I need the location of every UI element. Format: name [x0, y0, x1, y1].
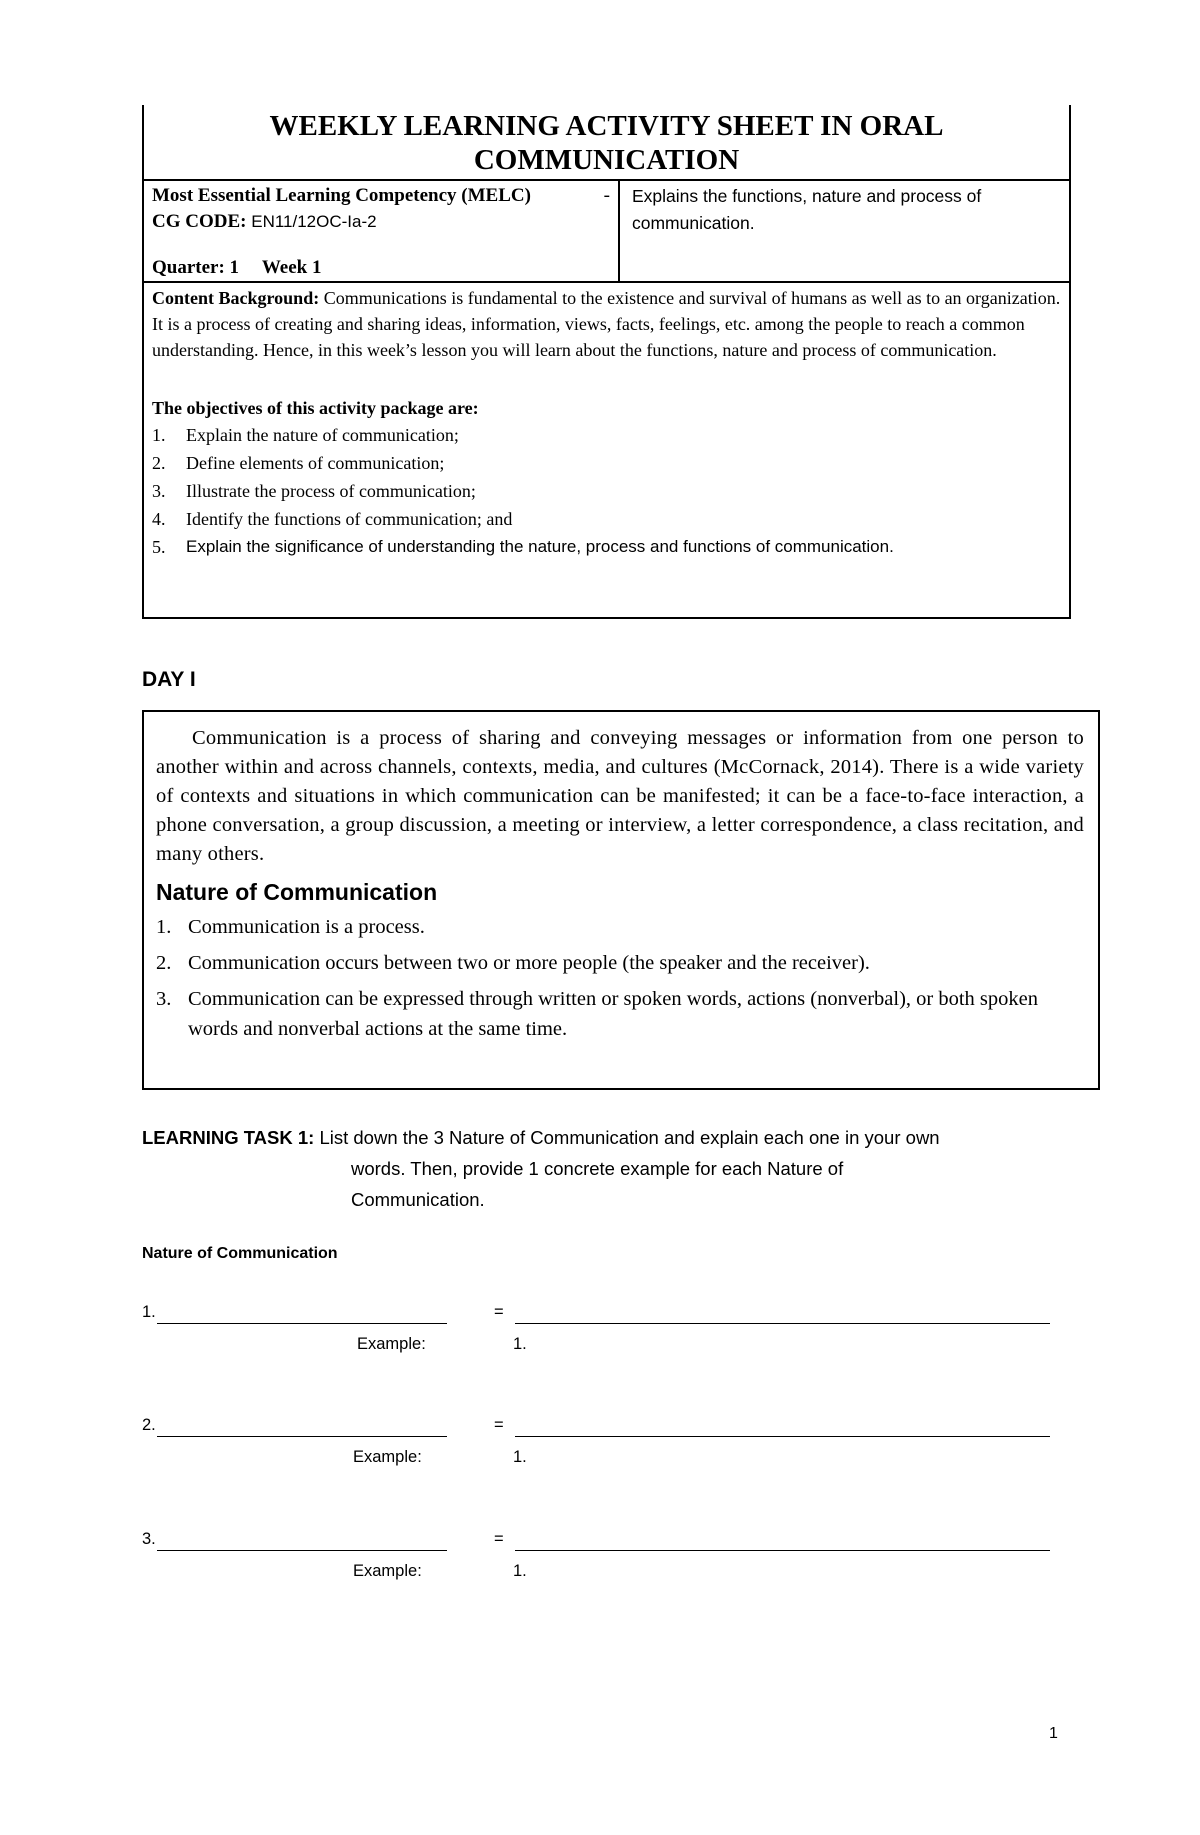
- example-label: Example:: [353, 1448, 422, 1466]
- example-number: 1.: [513, 1448, 527, 1466]
- answer-number: 2.: [142, 1416, 156, 1434]
- learning-task: [142, 1122, 1082, 1215]
- explanation-blank[interactable]: [515, 1436, 1050, 1437]
- nature-answer-blank[interactable]: [157, 1323, 447, 1324]
- equals-sign: =: [494, 1530, 504, 1548]
- header-table: [142, 105, 1071, 619]
- nature-answer-blank[interactable]: [157, 1436, 447, 1437]
- answers-heading: Nature of Communication: [142, 1245, 338, 1262]
- equals-sign: =: [494, 1303, 504, 1321]
- learning-task-label: LEARNING TASK 1:: [142, 1127, 315, 1148]
- page-title: [144, 105, 1069, 181]
- example-number: 1.: [513, 1335, 527, 1353]
- content-background-text: Communications is fundamental to the existence and survival of humans as well as to an organization. It is a process of creating and sharing ideas, information, views, facts, feelings, etc. among the people to reach a common understanding. Hence, in this week’s lesson you will learn about the functions, nature and process of communication.: [152, 288, 1061, 360]
- cg-code-value: EN11/12OC-Ia-2: [251, 212, 377, 231]
- objective-item: 1. Explain the nature of communication;: [152, 425, 459, 445]
- objective-item: 3. Illustrate the process of communication;: [152, 481, 476, 501]
- objectives-heading: The objectives of this activity package are:: [152, 398, 479, 418]
- answer-row: [142, 1303, 1062, 1363]
- week-label: Week 1: [261, 257, 322, 278]
- melc-label: Most Essential Learning Competency (MELC): [152, 185, 531, 206]
- objectives-list: [152, 421, 1061, 561]
- day-content-box: [142, 710, 1100, 1090]
- page-number: 1: [1049, 1725, 1058, 1742]
- objective-item: 5. Explain the significance of understanding the nature, process and functions of communication.: [152, 537, 894, 557]
- melc-label-cell: [144, 181, 620, 281]
- content-background: [152, 285, 1061, 363]
- quarter-label: Quarter: 1: [152, 257, 240, 278]
- title-line-1: WEEKLY LEARNING ACTIVITY SHEET IN ORAL: [269, 110, 944, 142]
- equals-sign: =: [494, 1416, 504, 1434]
- learning-task-line-2: words. Then, provide 1 concrete example for each Nature of: [351, 1158, 844, 1179]
- melc-dash: -: [603, 185, 610, 206]
- title-line-2: COMMUNICATION: [473, 144, 740, 176]
- objective-item: 4. Identify the functions of communication; and: [152, 509, 513, 529]
- cg-code-label: CG CODE:: [152, 211, 247, 232]
- melc-value: Explains the functions, nature and process of communication.: [632, 186, 982, 233]
- answer-row: [142, 1416, 1062, 1476]
- example-label: Example:: [357, 1335, 426, 1353]
- answer-number: 1.: [142, 1303, 156, 1321]
- nature-item: 2. Communication occurs between two or more people (the speaker and the receiver).: [156, 952, 870, 974]
- explanation-blank[interactable]: [515, 1550, 1050, 1551]
- answer-row: [142, 1530, 1062, 1590]
- nature-heading: Nature of Communication: [156, 879, 438, 905]
- content-background-cell: [144, 283, 1069, 617]
- learning-task-line-1: List down the 3 Nature of Communication and explain each one in your own: [319, 1127, 940, 1148]
- nature-item: 3. Communication can be expressed through written or spoken words, actions (nonverbal), or both spoken words and nonverbal actions at the same time.: [156, 988, 1038, 1040]
- answer-number: 3.: [142, 1530, 156, 1548]
- example-number: 1.: [513, 1562, 527, 1580]
- content-background-label: Content Background:: [152, 288, 320, 308]
- nature-item: 1. Communication is a process.: [156, 916, 425, 938]
- day-paragraph: Communication is a process of sharing and conveying messages or information from one person to another within and across channels, contexts, media, and cultures (McCornack, 2014). There is a wide variety of contexts and situations in which communication can be manifested; it can be a face-to-face interaction, a phone conversation, a group discussion, a meeting or interview, a letter correspondence, a class recitation, and many others.: [156, 727, 1084, 865]
- melc-row: [144, 181, 1069, 283]
- example-label: Example:: [353, 1562, 422, 1580]
- day-heading: DAY I: [142, 668, 196, 691]
- nature-list: [156, 912, 1084, 1044]
- nature-answer-blank[interactable]: [157, 1550, 447, 1551]
- learning-task-line-3: Communication.: [351, 1189, 485, 1210]
- objective-item: 2. Define elements of communication;: [152, 453, 445, 473]
- explanation-blank[interactable]: [515, 1323, 1050, 1324]
